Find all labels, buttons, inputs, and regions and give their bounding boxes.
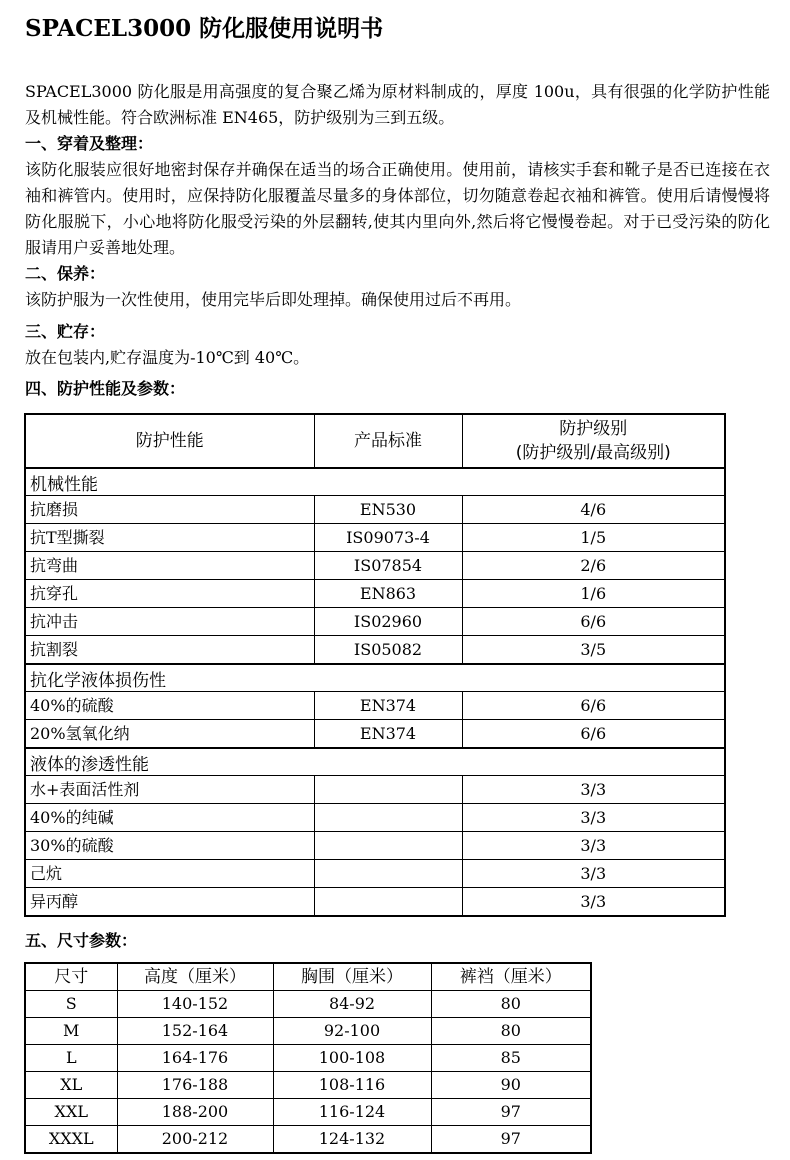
size-table-cell: 188-200 — [117, 1099, 273, 1126]
table-row — [25, 720, 725, 749]
standard-cell: EN374 — [314, 720, 462, 749]
size-table-cell: 84-92 — [273, 991, 431, 1018]
table-row — [25, 888, 725, 917]
table-section-row — [25, 748, 725, 776]
header-protection-level — [462, 414, 725, 468]
size-table-cell: 108-116 — [273, 1072, 431, 1099]
size-table-cell: 90 — [431, 1072, 591, 1099]
size-table-cell: 80 — [431, 991, 591, 1018]
table-row — [25, 636, 725, 665]
level-cell: 1/5 — [462, 524, 725, 552]
size-table-header-cell: 裤裆（厘米） — [431, 963, 591, 991]
size-table-row — [25, 991, 591, 1018]
table-row — [25, 496, 725, 524]
header-protection-level-line1: 防护级别 — [559, 419, 628, 439]
section-5-heading: 五、尺寸参数： — [25, 931, 138, 950]
standard-cell: IS05082 — [314, 636, 462, 665]
size-table-header-cell: 尺寸 — [25, 963, 117, 991]
size-table-row — [25, 1045, 591, 1072]
table-row — [25, 804, 725, 832]
size-table-cell: 92-100 — [273, 1018, 431, 1045]
table-row — [25, 580, 725, 608]
section-1-heading: 一、穿着及整理： — [25, 134, 154, 153]
level-cell: 6/6 — [462, 608, 725, 636]
intro-paragraph: SPACEL3000 防化服是用高强度的复合聚乙烯为原材料制成的，厚度 100u，具有很强的化学防护性能及机械性能。符合欧洲标准 EN465，防护级别为三到五级。 — [25, 82, 770, 127]
performance-item-cell: 抗穿孔 — [25, 580, 314, 608]
level-cell: 3/3 — [462, 888, 725, 917]
size-table-cell: 85 — [431, 1045, 591, 1072]
performance-item-cell: 水+表面活性剂 — [25, 776, 314, 804]
table-row — [25, 524, 725, 552]
protection-performance-table — [24, 413, 726, 917]
standard-cell — [314, 888, 462, 917]
section-3-heading: 三、贮存： — [25, 322, 106, 341]
section-1-body: 该防化服装应很好地密封保存并确保在适当的场合正确使用。使用前，请核实手套和靴子是否已连接在衣袖和裤管内。使用时，应保持防化服覆盖尽量多的身体部位，切勿随意卷起衣袖和裤管。使用后请慢慢将防化服脱下，小心地将防化服受污染的外层翻转,使其内里向外,然后将它慢慢卷起。对于已受污染的防化服请用户妥善地处理。 — [25, 160, 770, 257]
level-cell: 4/6 — [462, 496, 725, 524]
size-table-cell: 100-108 — [273, 1045, 431, 1072]
table-row — [25, 692, 725, 720]
table-section-title: 机械性能 — [25, 468, 725, 496]
section-2-heading: 二、保养： — [25, 264, 106, 283]
header-product-standard: 产品标准 — [314, 414, 462, 468]
size-table-row — [25, 1072, 591, 1099]
size-table-header-cell: 胸围（厘米） — [273, 963, 431, 991]
standard-cell: EN863 — [314, 580, 462, 608]
size-table-cell: 97 — [431, 1126, 591, 1154]
level-cell: 3/5 — [462, 636, 725, 665]
level-cell: 6/6 — [462, 720, 725, 749]
size-table-cell: 200-212 — [117, 1126, 273, 1154]
size-table-cell: 152-164 — [117, 1018, 273, 1045]
table-section-row — [25, 664, 725, 692]
size-table-row — [25, 1018, 591, 1045]
size-parameter-table — [24, 962, 592, 1154]
size-table-cell: 140-152 — [117, 991, 273, 1018]
standard-cell: IS09073-4 — [314, 524, 462, 552]
standard-cell: EN374 — [314, 692, 462, 720]
performance-item-cell: 抗冲击 — [25, 608, 314, 636]
level-cell: 3/3 — [462, 776, 725, 804]
size-table-cell: XXXL — [25, 1126, 117, 1154]
section-4-heading: 四、防护性能及参数： — [25, 379, 186, 398]
level-cell: 3/3 — [462, 832, 725, 860]
size-table-cell: 97 — [431, 1099, 591, 1126]
performance-item-cell: 异丙醇 — [25, 888, 314, 917]
size-table-header-row — [25, 963, 591, 991]
level-cell: 6/6 — [462, 692, 725, 720]
performance-item-cell: 30%的硫酸 — [25, 832, 314, 860]
standard-cell — [314, 804, 462, 832]
section-2-body: 该防护服为一次性使用，使用完毕后即处理掉。确保使用过后不再用。 — [25, 290, 522, 309]
table-section-title: 抗化学液体损伤性 — [25, 664, 725, 692]
document-title: SPACEL3000 防化服使用说明书 — [25, 15, 384, 42]
table-section-row — [25, 468, 725, 496]
size-table-cell: 116-124 — [273, 1099, 431, 1126]
size-table-cell: S — [25, 991, 117, 1018]
size-table-row — [25, 1126, 591, 1154]
size-table-cell: M — [25, 1018, 117, 1045]
level-cell: 3/3 — [462, 860, 725, 888]
performance-item-cell: 己炕 — [25, 860, 314, 888]
table-row — [25, 832, 725, 860]
size-table-cell: 164-176 — [117, 1045, 273, 1072]
table-row — [25, 860, 725, 888]
table-row — [25, 552, 725, 580]
table-row — [25, 776, 725, 804]
standard-cell — [314, 776, 462, 804]
performance-item-cell: 抗割裂 — [25, 636, 314, 665]
performance-item-cell: 抗弯曲 — [25, 552, 314, 580]
performance-item-cell: 20%氢氧化纳 — [25, 720, 314, 749]
performance-item-cell: 40%的纯碱 — [25, 804, 314, 832]
protection-table-header-row — [25, 414, 725, 468]
table-section-title: 液体的渗透性能 — [25, 748, 725, 776]
standard-cell — [314, 860, 462, 888]
performance-item-cell: 40%的硫酸 — [25, 692, 314, 720]
standard-cell — [314, 832, 462, 860]
performance-item-cell: 抗T型撕裂 — [25, 524, 314, 552]
size-table-cell: 176-188 — [117, 1072, 273, 1099]
level-cell: 3/3 — [462, 804, 725, 832]
performance-item-cell: 抗磨损 — [25, 496, 314, 524]
standard-cell: IS02960 — [314, 608, 462, 636]
standard-cell: IS07854 — [314, 552, 462, 580]
header-protection-level-line2: (防护级别/最高级别) — [515, 443, 671, 463]
size-table-cell: 80 — [431, 1018, 591, 1045]
size-table-header-cell: 高度（厘米） — [117, 963, 273, 991]
level-cell: 1/6 — [462, 580, 725, 608]
table-row — [25, 608, 725, 636]
size-table-row — [25, 1099, 591, 1126]
size-table-cell: XXL — [25, 1099, 117, 1126]
level-cell: 2/6 — [462, 552, 725, 580]
size-table-cell: XL — [25, 1072, 117, 1099]
size-table-cell: 124-132 — [273, 1126, 431, 1154]
standard-cell: EN530 — [314, 496, 462, 524]
header-protection-performance: 防护性能 — [25, 414, 314, 468]
section-3-body: 放在包装内,贮存温度为-10℃到 40℃。 — [25, 348, 310, 367]
size-table-cell: L — [25, 1045, 117, 1072]
